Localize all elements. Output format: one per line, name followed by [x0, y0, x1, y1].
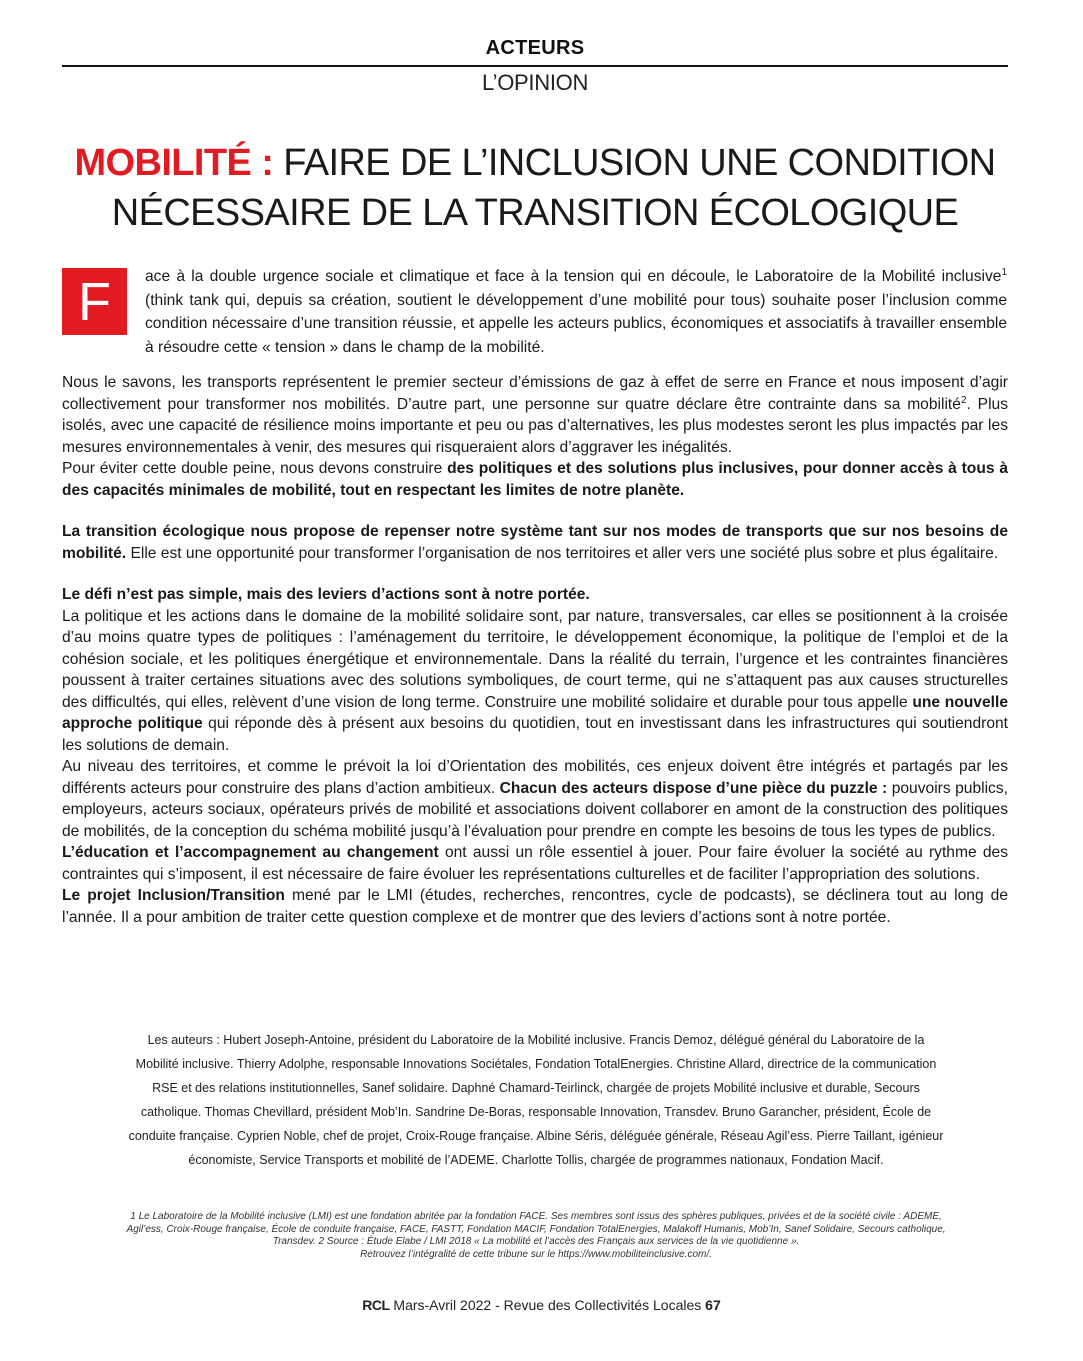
footnote-ref-1: 1 [1001, 266, 1007, 278]
footnote-text: 1 Le Laboratoire de la Mobilité inclusive (LMI) est une fondation abritée par la fondation FACE. Ses membres sont issus des sphères publiques, privées et de la société civile : ADEME, Agil’ess, Croix-Rouge française, École de conduite française, FACE, FASTT, Fondation MACIF, Fondation TotalEnergies, Malakoff Humanis, Mob’In, Sanef Solidaire, Secours catholique, Transdev. 2 Source : Étude Elabe / LMI 2018 « La mobilité et l’accès des Français aux services de la vie quotidienne ». [126, 1211, 946, 1247]
text: Nous le savons, les transports représentent le premier secteur d’émissions de gaz à effet de serre en France et nous imposent d’agir collectivement pour transformer nos mobilités. D’autre part, une personne sur quatre déclare être contrainte dans sa mobilité [62, 374, 1008, 413]
footnotes [125, 1211, 947, 1261]
article-body [62, 372, 1008, 928]
intro-text-b: (think tank qui, depuis sa création, soutient le développement d’une mobilité pour tous) souhaite poser l’inclusion comme condition nécessaire d’une transition réussie, et appelle les acteurs publics, économiques et associatifs à travailler ensemble à résoudre cette « tension » dans le champ de la mobilité. [145, 291, 1007, 356]
authors-block: Les auteurs : Hubert Joseph-Antoine, président du Laboratoire de la Mobilité inclusive. Francis Demoz, délégué général du Laboratoire de la Mobilité inclusive. Thierry Adolphe, responsable Innovations Sociétales, Fondation TotalEnergies. Christine Allard, directrice de la communication RSE et des relations institutionnelles, Sanef solidaire. Daphné Chamard-Teirlinck, chargée de projets Mobilité inclusive et durable, Secours catholique. Thomas Chevillard, président Mob’In. Sandrine De-Boras, responsable Innovation, Transdev. Bruno Garancher, président, École de conduite française. Cyprien Noble, chef de projet, Croix-Rouge française. Albine Séris, déléguée générale, Réseau Agil’ess. Pierre Taillant, igénieur économiste, Service Transports et mobilité de l’ADEME. Charlotte Tollis, chargée de programmes nationaux, Fondation Macif. [128, 1033, 944, 1167]
text: Au niveau des territoires, et comme le prévoit la loi d’Orientation des mobilités, ces enjeux doivent être intégrés et partagés par les différents acteurs pour construire des plans d’action ambitieux. [62, 758, 1008, 797]
headline-line2: NÉCESSAIRE DE LA TRANSITION ÉCOLOGIQUE [111, 192, 959, 234]
page-footer [0, 1297, 1083, 1313]
paragraph-lead [62, 584, 1008, 606]
paragraph [62, 885, 1008, 928]
section-header [62, 35, 1008, 96]
header-rule [62, 65, 1008, 67]
intro-paragraph [145, 265, 1007, 359]
publication-logo: RCL [362, 1297, 390, 1313]
page-number: 67 [705, 1297, 721, 1313]
headline-line1: FAIRE DE L’INCLUSION UNE CONDITION [273, 142, 996, 184]
paragraph [62, 606, 1008, 757]
paragraph [62, 756, 1008, 842]
paragraph [62, 842, 1008, 885]
text: Pour éviter cette double peine, nous devons construire [62, 460, 448, 477]
paragraph [62, 458, 1008, 501]
section-title: ACTEURS [485, 37, 585, 59]
bold-text: L’éducation et l’accompagnement au changement [62, 844, 439, 861]
text: Elle est une opportunité pour transformer l’organisation de nos territoires et aller vers une société plus sobre et plus égalitaire. [126, 544, 999, 562]
bold-text: Le défi n’est pas simple, mais des leviers d’actions sont à notre portée. [62, 586, 590, 603]
text: . Plus isolés, avec une capacité de résilience moins importante et peu ou pas d’alternatives, les plus modestes seront les plus impactés par les mesures environnementales à venir, des mesures qui risqueraient alors d’aggraver les inégalités. [62, 395, 1008, 456]
text: ont aussi un rôle essentiel à jouer. Pour faire évoluer la société au rythme des contraintes qui s’imposent, il est nécessaire de faire évoluer les représentations culturelles et de faciliter l’appropriation des solutions. [62, 844, 1009, 883]
intro-text-a: ace à la double urgence sociale et climatique et face à la tension qui en découle, le Laboratoire de la Mobilité inclusive [145, 268, 1002, 285]
article-headline [62, 138, 1008, 238]
text: qui réponde dès à présent aux besoins du quotidien, tout en investissant dans les infrastructures qui soutiendront les solutions de demain. [62, 715, 1009, 754]
drop-cap: F [62, 268, 127, 335]
paragraph [62, 372, 1008, 458]
bold-text: des politiques et des solutions plus inclusives, pour donner accès à tous à des capacités minimales de mobilité, tout en respectant les limites de notre planète. [62, 460, 1008, 499]
text: mené par le LMI (études, recherches, rencontres, cycle de podcasts), se déclinera tout au long de l’année. Il a pour ambition de traiter cette question complexe et de montrer que des leviers d’actions sont à notre portée. [62, 887, 1009, 926]
headline-highlight: MOBILITÉ : [74, 142, 274, 184]
footnote-link-text: Retrouvez l’intégralité de cette tribune sur le https://www.mobiliteinclusive.com/. [360, 1248, 712, 1260]
bold-text: une nouvelle approche politique [62, 693, 1008, 732]
paragraph [62, 521, 1008, 564]
bold-text: Le projet Inclusion/Transition [62, 887, 285, 904]
footnote-ref-2: 2 [960, 394, 967, 406]
section-subtitle: L’OPINION [481, 70, 589, 95]
text: pouvoirs publics, employeurs, acteurs sociaux, opérateurs privés de mobilité et associations doivent collaborer en amont de la construction des politiques de mobilités, de la conception du schéma mobilité jusqu’à l’évaluation pour prendre en compte les besoins de tous les types de publics. [62, 779, 1008, 840]
bold-text: La transition écologique nous propose de repenser notre système tant sur nos modes de transports que sur nos besoins de mobilité. [62, 523, 1008, 562]
text: La politique et les actions dans le domaine de la mobilité solidaire sont, par nature, transversales, car elles se positionnent à la croisée d’au moins quatre types de politiques : l’aménagement du territoire, le développement économique, la politique de l’emploi et de la cohésion sociale, et les politiques énergétique et environnementale. Dans la réalité du terrain, l’urgence et les contraintes financières poussent à traiter certaines situations avec des solutions symboliques, de court terme, qui ne s’attaquent pas aux causes structurelles des difficultés, qui elles, relèvent d’une vision de long terme. Construire une mobilité solidaire et durable pour tous appelle [62, 607, 1008, 711]
footer-text: Mars-Avril 2022 - Revue des Collectivités Locales [389, 1297, 706, 1313]
bold-text: Chacun des acteurs dispose d’une pièce du puzzle : [499, 779, 888, 797]
